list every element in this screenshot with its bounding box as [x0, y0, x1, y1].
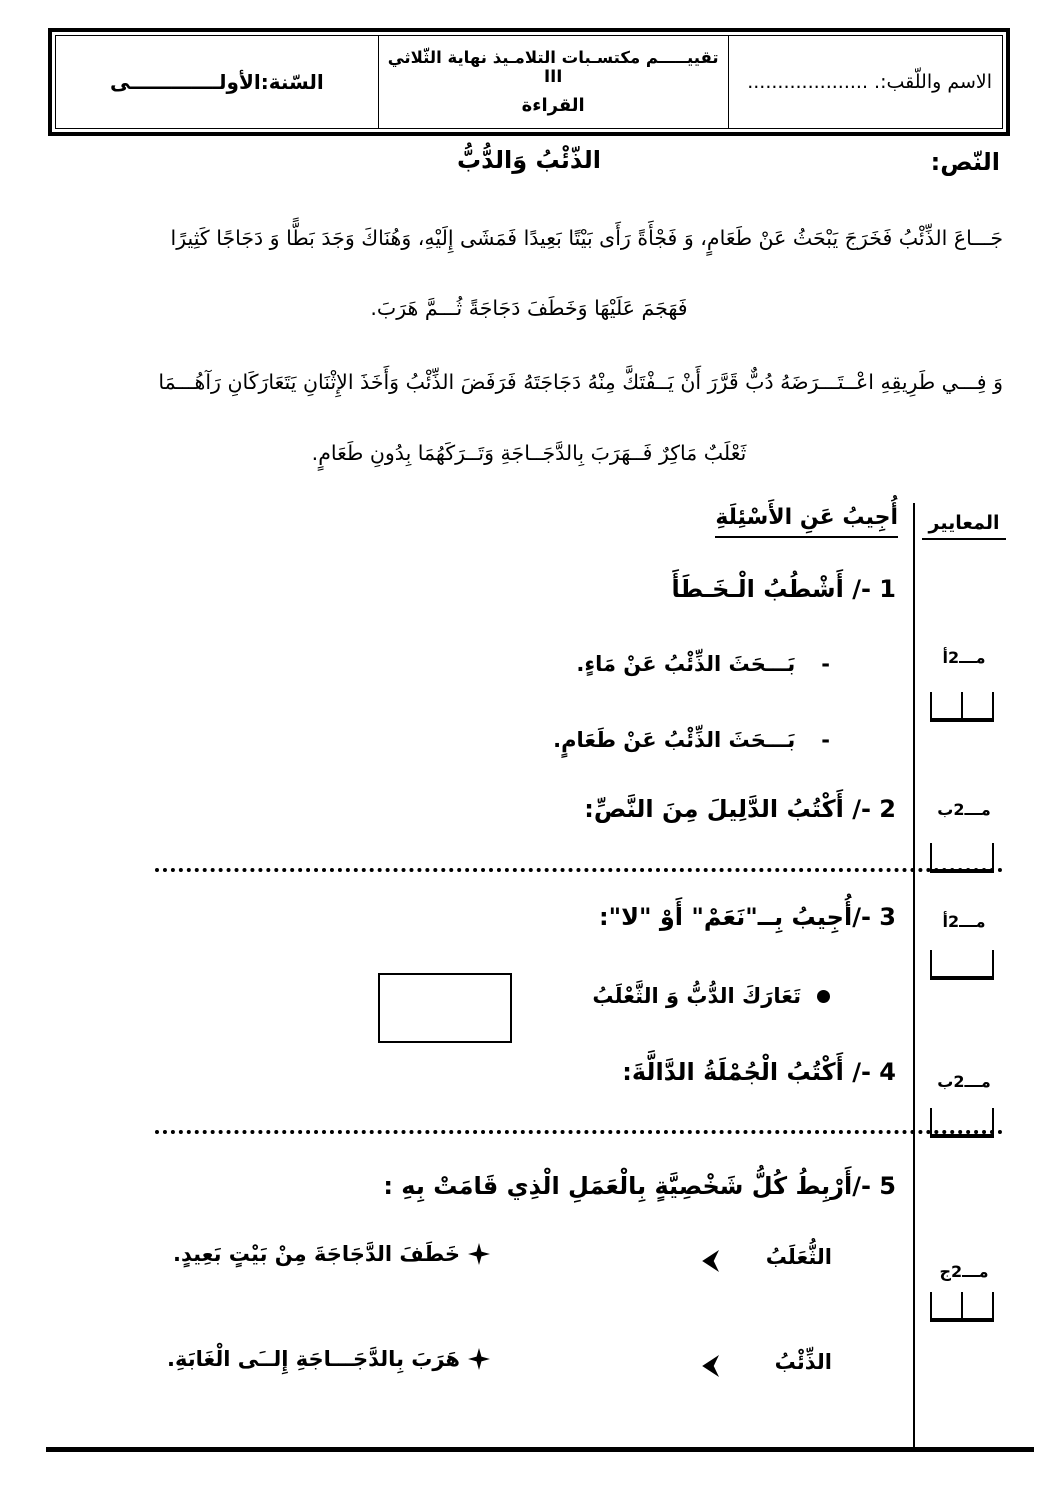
arrowhead-left-icon — [695, 1355, 719, 1377]
paragraph1-line1: جَـــاعَ الذِّئْبُ فَخَرَجَ يَبْحَثُ عَنْ طَعَامٍ، وَ فَجْأَةً رَأَى بَيْتًا بَعِيدًا فَمَشَى إِلَيْهِ، وَهُنَاكَ وَجَدَ بَطًّا وَ دَجَاجًا كَثِيرًا — [170, 226, 1003, 250]
question1-score-box[interactable] — [930, 692, 994, 722]
question3-score-box[interactable] — [930, 950, 994, 980]
criteria-header: المعايير — [922, 512, 1006, 540]
question1-option-water-label: بَـــحَثَ الذِّئْبُ عَنْ مَاءٍ. — [576, 652, 796, 676]
header-table-inner — [55, 35, 1003, 129]
paragraph2-line1: وَ فِـــي طَرِيقِهِ اعْــتَـــرَضَهُ دُبٌّ قَرَّرَ أَنْ يَــفْتَكَّ مِنْهُ دَجَاجَتَهُ فَرَفَضَ الذِّئْبُ وَأَخَذَ الإِثْنَانِ يَتَعَارَكَانِ رَآهُـــمَا — [158, 370, 1003, 394]
question3-title: 3 -/أُجِيبُ بِــ"نَعَمْ" أَوْ "لا": — [598, 903, 896, 931]
question4-answer-line[interactable] — [155, 1130, 1003, 1134]
question5-action-snatched-label: خَطَفَ الدَّجَاجَةَ مِنْ بَيْتٍ بَعِيدٍ. — [173, 1242, 460, 1266]
four-pointed-star-icon — [468, 1348, 490, 1370]
exam-subject: القراءة — [521, 95, 585, 116]
score-box-divider — [961, 1292, 963, 1318]
criteria-column-divider — [913, 503, 915, 1450]
question1-title: 1 -/ أَشْطُبُ الْـخَـطَأَ — [671, 575, 896, 603]
exam-title: تقييـــــم مكتسـبات التلامـيذ نهاية الثّلاثي III — [387, 48, 719, 86]
question5-criterion-label: مـــ2ج — [939, 1262, 989, 1281]
text-section-label: النّص: — [930, 148, 1000, 176]
dash-marker: - — [821, 652, 830, 676]
question5-title: 5 -/أَرْبِطُ كُلُّ شَخْصِيَّةٍ بِالْعَمَلِ الْذِي قَامَتْ بِهِ : — [383, 1172, 896, 1200]
question2-title: 2 -/ أَكْتُبُ الدَّلِيلَ مِنَ النَّصِّ: — [584, 795, 896, 823]
student-name-label: الاسم واللّقب:. .................... — [747, 71, 992, 93]
question5-character-wolf[interactable]: الذِّئْبُ — [774, 1350, 832, 1374]
question5-score-box[interactable] — [930, 1292, 994, 1322]
question5-action-fled[interactable] — [167, 1347, 490, 1371]
question1-option-water[interactable] — [576, 652, 830, 676]
question2-criterion-label: مـــ2ب — [937, 800, 991, 819]
question5-character-fox[interactable]: الثُّعَلَبُ — [765, 1245, 832, 1269]
paragraph1-line2: فَهَجَمَ عَلَيْهَا وَخَطَفَ دَجَاجَةً ثُـــمَّ هَرَبَ. — [370, 296, 688, 320]
question1-option-food[interactable] — [553, 728, 830, 752]
bullet-icon — [817, 990, 830, 1003]
score-box-divider — [961, 692, 963, 718]
page-bottom-rule — [46, 1447, 1034, 1452]
arrowhead-left-icon — [695, 1250, 719, 1272]
questions-header: أُجِيبُ عَنِ الأَسْئِلَةِ — [715, 505, 898, 538]
question1-criterion-label: مـــ2أ — [942, 648, 986, 667]
paragraph2-line2: ثَعْلَبٌ مَاكِرٌ فَــهَرَبَ بِالدَّجَــاجَةِ وَتَــرَكَهُمَا بِدُونِ طَعَامٍ. — [311, 441, 747, 465]
question4-criterion-label: مـــ2ب — [937, 1072, 991, 1091]
question5-action-fled-label: هَرَبَ بِالدَّجَـــاجَةِ إِلــَى الْغَابَةِ. — [167, 1347, 460, 1371]
student-name-cell[interactable] — [728, 36, 1002, 128]
question3-criterion-label: مـــ2أ — [942, 912, 986, 931]
question3-statement — [592, 984, 830, 1008]
text-title: الذّئْبُ وَالدُّبُّ — [456, 146, 601, 174]
question1-option-food-label: بَـــحَثَ الذِّئْبُ عَنْ طَعَامٍ. — [553, 728, 796, 752]
question2-answer-line[interactable] — [155, 868, 1003, 872]
dash-marker: - — [821, 728, 830, 752]
four-pointed-star-icon — [468, 1243, 490, 1265]
school-year-cell — [56, 36, 378, 128]
question4-title: 4 -/ أَكْتُبُ الْجُمْلَةُ الدَّالَّةَ: — [622, 1058, 896, 1086]
question3-answer-box[interactable] — [378, 973, 512, 1043]
question3-statement-label: تَعَارَكَ الدُّبُّ وَ الثَّعْلَبُ — [592, 984, 801, 1008]
school-year-label: السّنة:الأولـــــــــــــى — [109, 70, 324, 94]
question5-action-snatched[interactable] — [173, 1242, 490, 1266]
exam-title-cell — [378, 36, 728, 128]
header-table — [48, 28, 1010, 136]
